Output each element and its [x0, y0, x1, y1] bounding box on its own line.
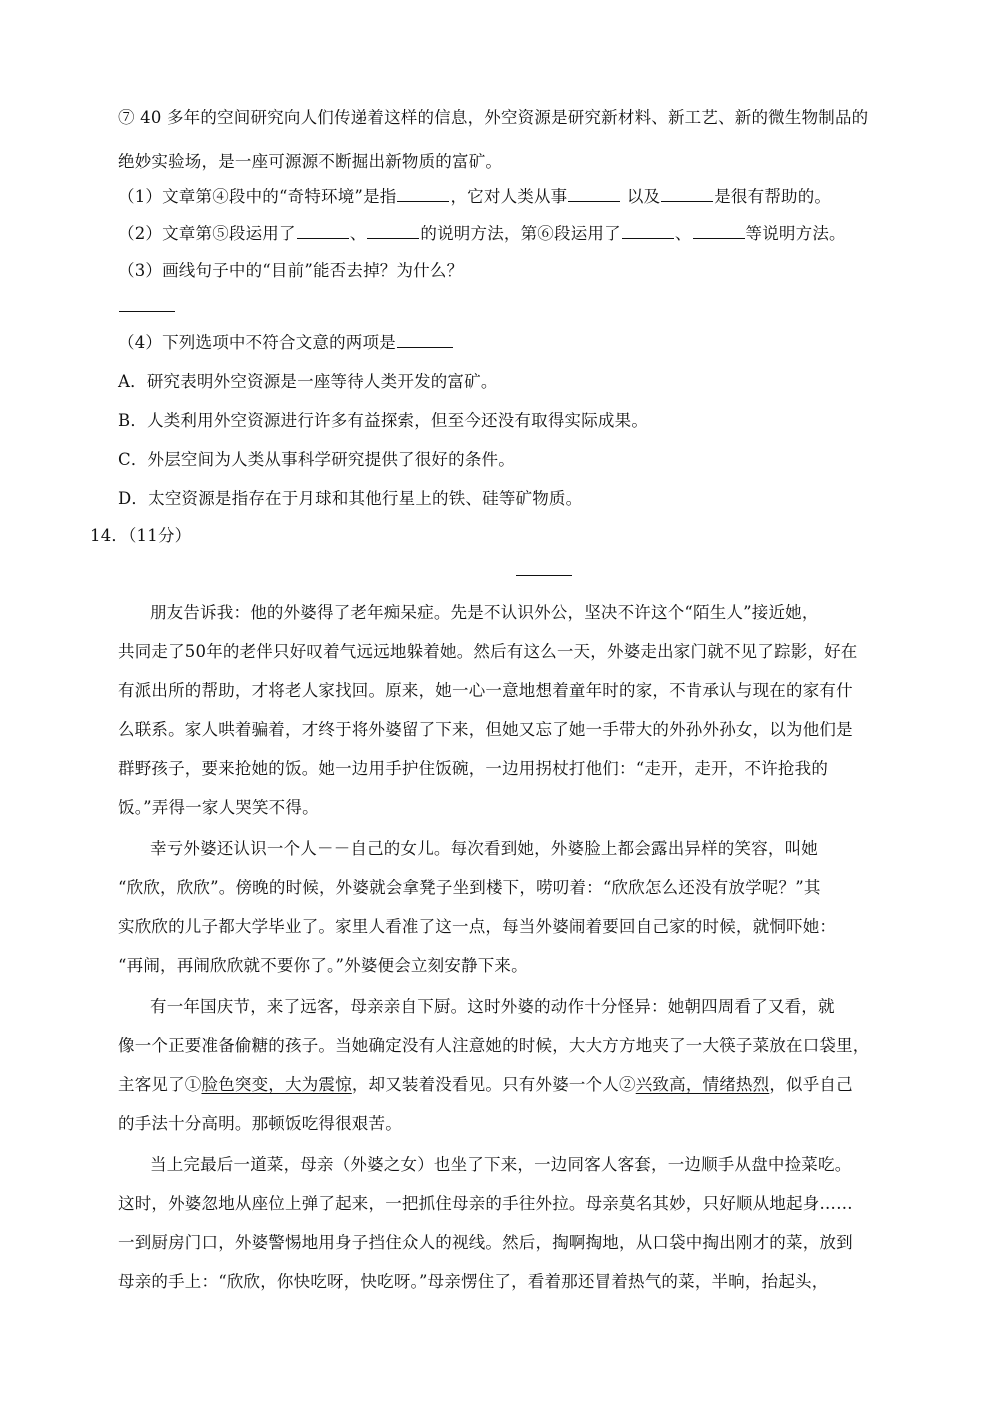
- answer-blank[interactable]: [661, 187, 713, 202]
- answer-blank[interactable]: [693, 224, 745, 239]
- story-line: 共同走了50年的老伴只好叹着气远远地躲着她。然后有这么一天，外婆走出家门就不见了踪影，好在: [118, 642, 858, 661]
- underlined-phrase-2: 兴致高，情绪热烈: [635, 1075, 770, 1094]
- story-line: 当上完最后一道菜，母亲（外婆之女）也坐了下来，一边同客人客套，一边顺手从盘中捡菜吃。: [150, 1155, 852, 1174]
- story-line: 幸亏外婆还认识一个人－－自己的女儿。每次看到她，外婆脸上都会露出异样的笑容，叫她: [150, 839, 818, 858]
- story-line: 主客见了①脸色突变，大为震惊，却又装着没看见。只有外婆一个人②兴致高，情绪热烈，似乎自己: [118, 1075, 853, 1094]
- option-b[interactable]: B．人类利用外空资源进行许多有益探索，但至今还没有取得实际成果。: [118, 411, 649, 430]
- option-c[interactable]: C．外层空间为人类从事科学研究提供了很好的条件。: [118, 450, 515, 469]
- question-4: （4）下列选项中不符合文意的两项是: [118, 333, 454, 353]
- story-line: 么联系。家人哄着骗着，才终于将外婆留了下来，但她又忘了她一手带大的外孙外孙女，以为他们是: [118, 720, 853, 739]
- title-blank[interactable]: [516, 575, 572, 576]
- answer-blank[interactable]: [297, 224, 349, 239]
- story-line: 这时，外婆忽地从座位上弹了起来，一把抓住母亲的手往外拉。母亲莫名其妙，只好顺从地起身……: [118, 1194, 853, 1213]
- question-1: （1）文章第④段中的“奇特环境”是指 ，它对人类从事 以及 是很有帮助的。: [118, 187, 832, 206]
- story-line: 有一年国庆节，来了远客，母亲亲自下厨。这时外婆的动作十分怪异：她朝四周看了又看，就: [150, 997, 835, 1016]
- story-line: 群野孩子，要来抢她的饭。她一边用手护住饭碗，一边用拐杖打他们：“走开，走开，不许抢我的: [118, 759, 829, 778]
- answer-blank[interactable]: [568, 187, 620, 202]
- answer-blank[interactable]: [397, 333, 453, 348]
- story-line: 实欣欣的儿子都大学毕业了。家里人看准了这一点，每当外婆闹着要回自己家的时候，就恫吓她：: [118, 917, 837, 936]
- answer-line-q3[interactable]: [118, 297, 176, 317]
- answer-blank[interactable]: [622, 224, 674, 239]
- story-line: “再闹，再闹欣欣就不要你了。”外婆便会立刻安静下来。: [118, 956, 528, 975]
- story-line: “欣欣，欣欣”。傍晚的时候，外婆就会拿凳子坐到楼下，唠叨着：“欣欣怎么还没有放学呢？”其: [118, 878, 821, 897]
- answer-blank[interactable]: [397, 187, 449, 202]
- story-line: 母亲的手上：“欣欣，你快吃呀，快吃呀。”母亲愣住了，看着那还冒着热气的菜，半晌，抬起头，: [118, 1272, 829, 1291]
- story-line: 有派出所的帮助，才将老人家找回。原来，她一心一意地想着童年时的家，不肯承认与现在的家有什: [118, 681, 853, 700]
- underlined-phrase-1: 脸色突变，大为震惊: [201, 1075, 352, 1094]
- story-line: 一到厨房门口，外婆警惕地用身子挡住众人的视线。然后，掏啊掏地，从口袋中掏出刚才的菜，放到: [118, 1233, 853, 1252]
- answer-blank[interactable]: [367, 224, 419, 239]
- story-line: 像一个正要准备偷糖的孩子。当她确定没有人注意她的时候，大大方方地夹了一大筷子菜放在口袋里，: [118, 1036, 870, 1055]
- story-line: 的手法十分高明。那顿饭吃得很艰苦。: [118, 1114, 402, 1133]
- answer-blank[interactable]: [119, 297, 175, 312]
- passage-line: 绝妙实验场，是一座可源源不断掘出新物质的富矿。: [118, 152, 503, 171]
- question-3: （3）画线句子中的“目前”能否去掉？为什么？: [118, 261, 464, 280]
- option-a[interactable]: A．研究表明外空资源是一座等待人类开发的富矿。: [118, 372, 498, 391]
- story-line: 饭。”弄得一家人哭笑不得。: [118, 798, 319, 817]
- option-d[interactable]: D．太空资源是指存在于月球和其他行星上的铁、硅等矿物质。: [118, 489, 583, 508]
- story-line: 朋友告诉我：他的外婆得了老年痴呆症。先是不认识外公，坚决不许这个“陌生人”接近她，: [150, 603, 819, 622]
- question-2: （2）文章第⑤段运用了 、 的说明方法，第⑥段运用了 、 等说明方法。: [118, 224, 846, 243]
- passage-line: ⑦ 40 多年的空间研究向人们传递着这样的信息，外空资源是研究新材料、新工艺、新的微生物制品的: [118, 108, 869, 127]
- question-14-header: 14．（11分）: [90, 526, 192, 545]
